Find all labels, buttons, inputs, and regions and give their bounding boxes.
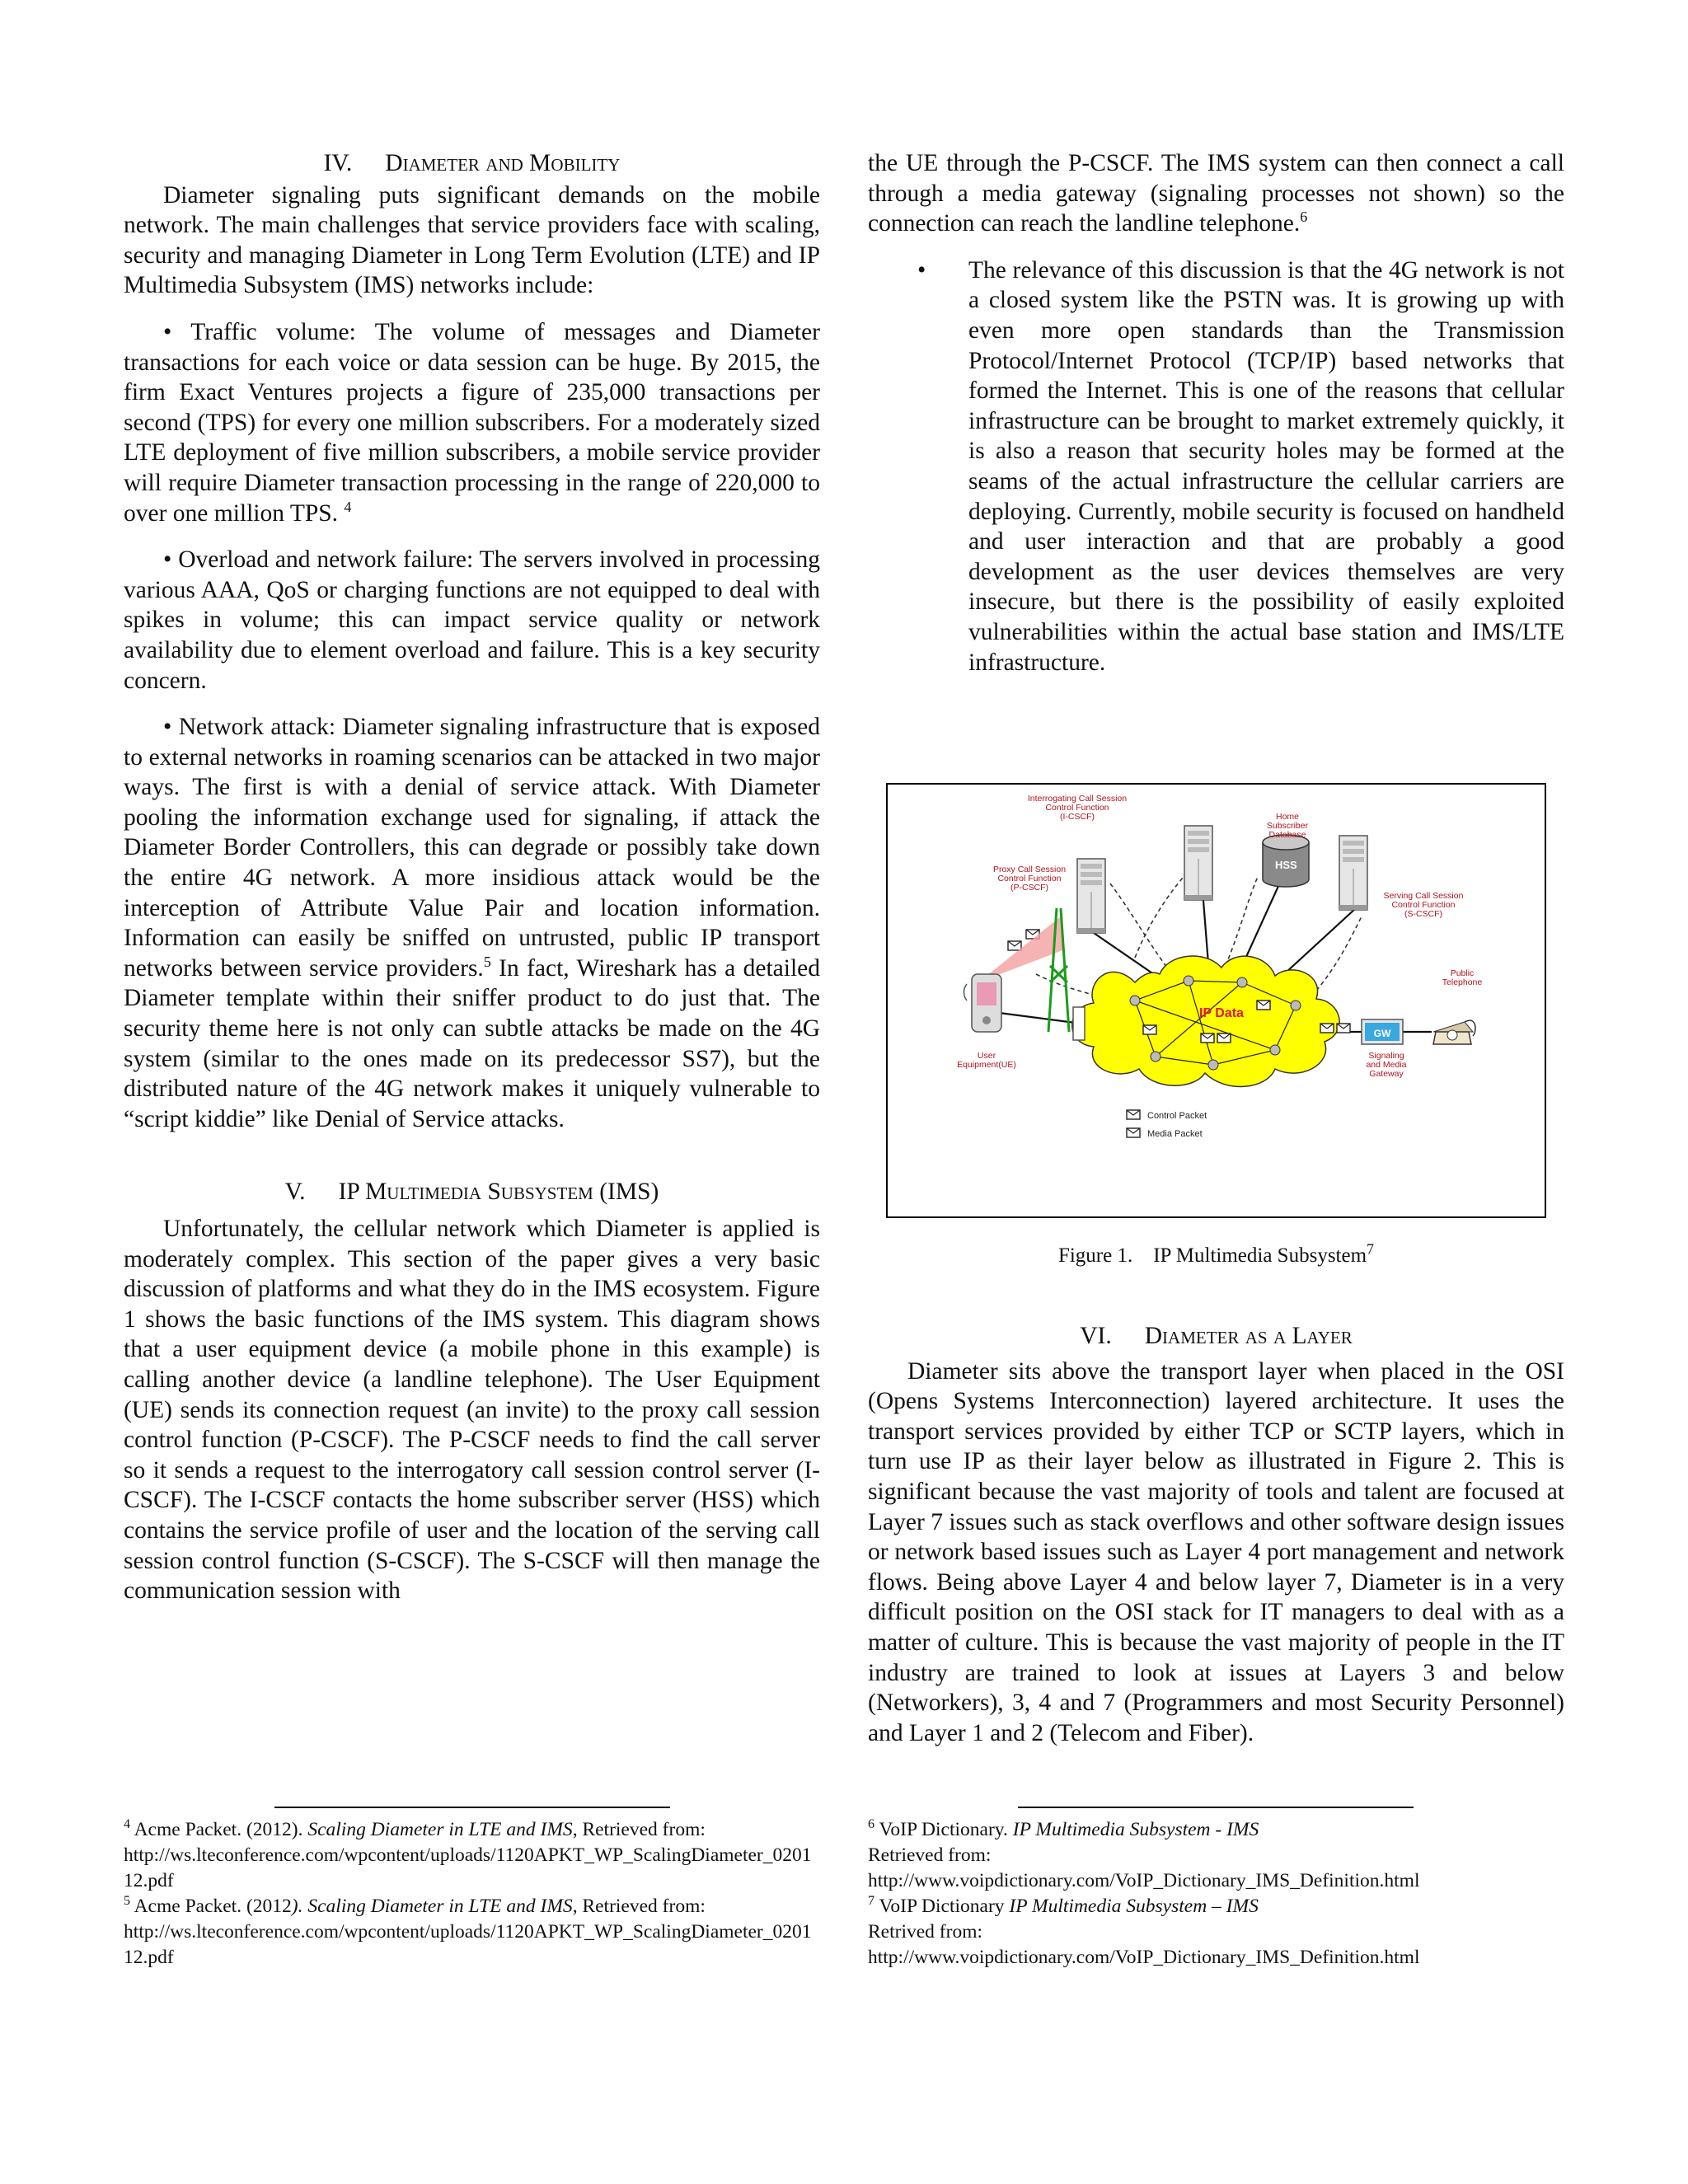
s-cscf-server xyxy=(1339,836,1367,910)
svg-text:Telephone: Telephone xyxy=(1442,977,1483,987)
footnote-rule-left xyxy=(274,1807,670,1808)
ip-network-cloud xyxy=(1072,956,1339,1086)
i-cscf-server xyxy=(1184,826,1212,900)
svg-text:Public: Public xyxy=(1450,968,1475,978)
left-column xyxy=(124,148,820,1606)
ip-data-label: IP Data xyxy=(1199,1006,1244,1020)
footnote-ref: 4 xyxy=(344,498,352,515)
media-gateway xyxy=(1362,1019,1403,1044)
base-station xyxy=(1073,1007,1085,1040)
svg-text:Control Function: Control Function xyxy=(1391,900,1456,910)
svg-text:Subscriber: Subscriber xyxy=(1266,821,1309,831)
legend-control-packet: Control Packet xyxy=(1147,1111,1207,1121)
section-heading-v: V. IP Multimedia Subsystem (IMS) xyxy=(284,1179,659,1206)
footnote-6: $^6$ VoIP Dictionary. IP Multimedia Subsystem - IMS Retrieved from: http://www.voipdictionary.com/VoIP_Dictionary_IMS_Definition.html xyxy=(868,1817,1420,1891)
figure-ims-diagram xyxy=(886,783,1546,1218)
figure-caption: Figure 1. IP Multimedia Subsystem$^7$ xyxy=(1057,1240,1375,1267)
ims-diagram xyxy=(888,785,1545,1216)
footnote-rule-right xyxy=(1018,1807,1414,1808)
gw-label: GW xyxy=(1373,1028,1391,1039)
footnote-ref: 7 xyxy=(1367,1240,1375,1258)
right-column xyxy=(868,148,1564,677)
svg-text:(I-CSCF): (I-CSCF) xyxy=(1060,812,1095,822)
footnote-4: $^4$ Acme Packet. (2012). Scaling Diameter in LTE and IMS, Retrieved from: http://ws.lteconference.com/wpcontent/uploads/1120APKT_WP_ScalingDiameter_020112.pdf xyxy=(124,1817,812,1891)
footnote-7: $^7$ VoIP Dictionary IP Multimedia Subsystem – IMS Retrived from: http://www.voipdictionary.com/VoIP_Dictionary_IMS_Definition.html xyxy=(868,1894,1420,1968)
p-cscf-server xyxy=(1077,859,1105,933)
bullet-traffic-volume: • Traffic volume: The volume of messages and Diameter transactions for each voice or data session can be huge. By 2015, the firm Exact Ventures projects a figure of 235,000 transactions per second (TPS) for every one million subscribers. For a moderately sized LTE deployment of five million subscribers, a mobile service provider will require Diameter transaction processing in the range of 220,000 to over one million TPS. $^4$ xyxy=(124,318,820,527)
mobile-phone xyxy=(964,974,1001,1032)
svg-text:User: User xyxy=(977,1051,996,1061)
section-vi xyxy=(868,1321,1564,1748)
bullet-network-attack: • Network attack: Diameter signaling infrastructure that is exposed to external networks in roaming scenarios can be attacked in two major ways. The first is with a denial of service attack. With Diameter pooling the information exchange used for signaling, if attack the Diameter Border Controllers, this can degrade or possibly take down the entire 4G network. A more insidious attack would be the interception of Attribute Value Pair and location information. Information can easily be sniffed on untrusted, public IP transport networks between service providers.$^5$ In fact, Wireshark has a detailed Diameter template within their sniffer product to do just that. The security theme here is not only can subtle attacks be made on the 4G system (similar to the ones made on its predecessor SS7), but the distributed nature of the 4G network makes it uniquely vulnerable to “script kiddie” like Denial of Service attacks. xyxy=(124,714,820,1132)
landline-phone xyxy=(1433,1020,1475,1044)
diagram-legend xyxy=(1127,1110,1207,1139)
footnote-ref: 5 xyxy=(483,954,491,971)
paragraph-diameter-layer: Diameter sits above the transport layer when placed in the OSI (Opens Systems Interconnection) layered architecture. It uses the transport services provided by either TCP or SCTP layers, which in turn use IP as their layer below as illustrated in Figure 2. This is significant because the vast majority of tools and talent are focused at Layer 7 issues such as stack overflows and other software design issues or network based issues such as Layer 4 port management and network flows. Being above Layer 4 and below layer 7, Diameter is in a very difficult position on the OSI stack for IT managers to deal with as a matter of culture. This is because the vast majority of people in the IT industry are trained to look at issues at Layers 3 and below (Networkers), 3, 4 and 7 (Programmers and most Security Personnel) and Layer 1 and 2 (Telecom and Fiber). xyxy=(868,1357,1564,1746)
bullet-relevance: • The relevance of this discussion is that the 4G network is not a closed system like the PSTN was. It is growing up with even more open standards than the Transmission Protocol/Internet Protocol (TCP/IP) based networks that formed the Internet. This is one of the reasons that cellular infrastructure can be brought to market extremely quickly, it is also a reason that security holes may be formed at the seams of the actual infrastructure the cellular carriers are deploying. Currently, mobile security is focused on handheld and user interaction and that are probably a good development as the user devices themselves are very insecure, but there is the possibility of easily exploited vulnerabilities within the actual base station and IMS/LTE infrastructure. xyxy=(917,256,1564,676)
footnotes-right xyxy=(868,1817,1564,1971)
legend-media-packet: Media Packet xyxy=(1147,1129,1203,1139)
svg-text:Equipment(UE): Equipment(UE) xyxy=(957,1060,1016,1070)
svg-text:(P-CSCF): (P-CSCF) xyxy=(1010,883,1049,893)
footnote-5: $^5$ Acme Packet. (2012). Scaling Diameter in LTE and IMS, Retrieved from: http://ws.lteconference.com/wpcontent/uploads/1120APKT_WP_ScalingDiameter_020112.pdf xyxy=(124,1894,812,1968)
paragraph-ims-continued: the UE through the P-CSCF. The IMS system can then connect a call through a media gateway (signaling processes not shown) so the connection can reach the landline telephone.$^6$ xyxy=(868,150,1564,237)
svg-text:Signaling: Signaling xyxy=(1368,1051,1404,1061)
hss-label: HSS xyxy=(1275,859,1297,871)
svg-text:Serving Call Session: Serving Call Session xyxy=(1383,891,1464,901)
section-heading-iv: IV. Diameter and Mobility xyxy=(323,150,621,176)
footnote-ref: 6 xyxy=(1300,209,1308,226)
svg-text:Proxy Call Session: Proxy Call Session xyxy=(992,865,1067,874)
paragraph-ims: Unfortunately, the cellular network which Diameter is applied is moderately complex. This section of the paper gives a very basic discussion of platforms and what they do in the IMS ecosystem. Figure 1 shows the basic functions of the IMS system. This diagram shows that a user equipment device (a mobile phone in this example) is calling another device (a landline telephone). The User Equipment (UE) sends its connection request (an invite) to the proxy call session control function (P-CSCF). The P-CSCF needs to find the call server so it sends a request to the interrogatory call session control server (I-CSCF). The I-CSCF contacts the home subscriber server (HSS) which contains the service profile of user and the location of the serving call session control function (S-CSCF). The S-CSCF will then manage the communication session with xyxy=(124,1216,820,1605)
paragraph-diameter-intro: Diameter signaling puts significant demands on the mobile network. The main challenges that service providers face with scaling, security and managing Diameter in Long Term Evolution (LTE) and IP Multimedia Subsystem (IMS) networks include: xyxy=(124,181,820,299)
footnotes-left xyxy=(124,1817,820,1971)
svg-text:Control Function: Control Function xyxy=(997,874,1062,883)
section-heading-vi: VI. Diameter as a Layer xyxy=(1080,1323,1353,1349)
bullet-overload: • Overload and network failure: The servers involved in processing various AAA, QoS or charging functions are not equipped to deal with spikes in volume; this can impact service quality or network availability due to element overload and failure. This is a key security concern. xyxy=(124,546,820,694)
svg-text:Gateway: Gateway xyxy=(1369,1069,1404,1079)
svg-text:Control Function: Control Function xyxy=(1045,803,1109,813)
svg-text:(S-CSCF): (S-CSCF) xyxy=(1404,909,1443,919)
svg-text:and Media: and Media xyxy=(1366,1060,1407,1070)
svg-text:Interrogating Call Session: Interrogating Call Session xyxy=(1027,794,1128,804)
hss-database xyxy=(1263,835,1309,887)
svg-text:Home: Home xyxy=(1275,812,1300,822)
svg-text:Database: Database xyxy=(1268,830,1306,840)
